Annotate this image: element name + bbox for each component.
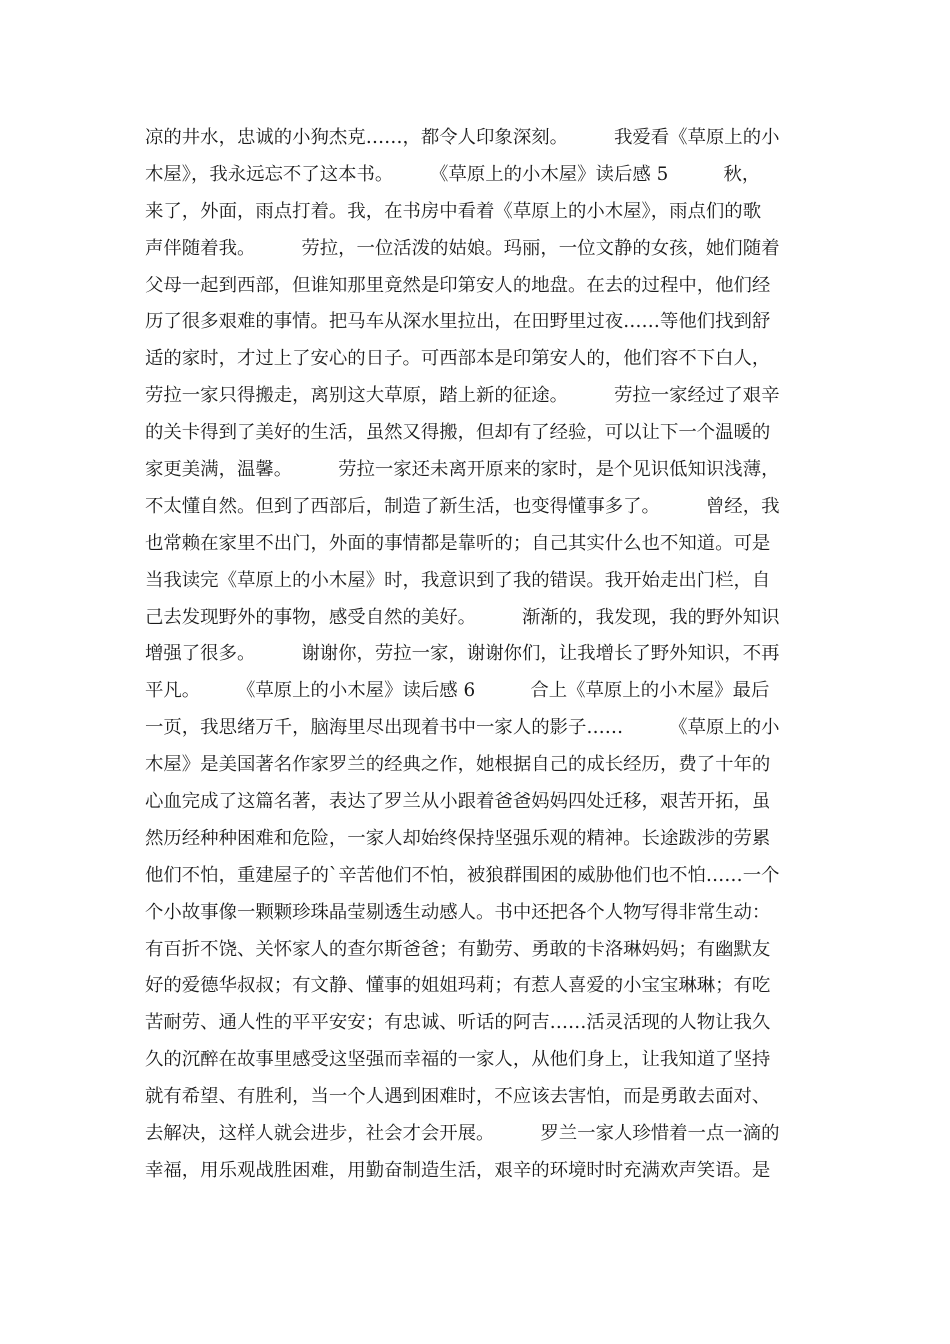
text-line: 幸福，用乐观战胜困难，用勤奋制造生活，艰辛的环境时时充满欢声笑语。是 (145, 1159, 771, 1181)
text-line: 家更美满，温馨。 劳拉一家还未离开原来的家时，是个见识低知识浅薄， (145, 459, 780, 481)
text-line: 凉的井水，忠诚的小狗杰克……，都令人印象深刻。 我爱看《草原上的小 (145, 127, 780, 148)
text-line: 平凡。 《草原上的小木屋》读后感 6 合上《草原上的小木屋》最后 (145, 680, 770, 702)
text-line: 来了，外面，雨点打着。我，在书房中看着《草原上的小木屋》，雨点们的歌 (145, 200, 762, 222)
text-line: 也常赖在家里不出门，外面的事情都是靠听的；自己其实什么也不知道。可是 (145, 532, 771, 554)
text-line: 历了很多艰难的事情。把马车从深水里拉出，在田野里过夜……等他们找到舒 (145, 311, 771, 333)
text-line: 去解决，这样人就会进步，社会才会开展。 罗兰一家人珍惜着一点一滴的 (145, 1123, 780, 1145)
text-line: 父母一起到西部，但谁知那里竟然是印第安人的地盘。在去的过程中，他们经 (145, 274, 771, 296)
text-line: 当我读完《草原上的小木屋》时，我意识到了我的错误。我开始走出门栏，自 (145, 569, 771, 591)
text-line: 他们不怕，重建屋子的`辛苦他们不怕，被狼群围困的威胁他们也不怕……一个 (145, 864, 780, 886)
text-line: 己去发现野外的事物，感受自然的美好。 渐渐的，我发现，我的野外知识 (145, 606, 780, 628)
text-line: 增强了很多。 谢谢你，劳拉一家，谢谢你们，让我增长了野外知识，不再 (145, 643, 780, 665)
text-line: 个小故事像一颗颗珍珠晶莹剔透生动感人。书中还把各个人物写得非常生动： (145, 901, 771, 923)
text-line: 心血完成了这篇名著，表达了罗兰从小跟着爸爸妈妈四处迁移，艰苦开拓，虽 (145, 791, 771, 813)
body-text (145, 120, 810, 1190)
text-line: 久的沉醉在故事里感受这坚强而幸福的一家人，从他们身上，让我知道了坚持 (145, 1049, 771, 1071)
text-line: 然历经种种困难和危险，一家人却始终保持坚强乐观的精神。长途跋涉的劳累 (145, 827, 771, 849)
text-line: 不太懂自然。但到了西部后，制造了新生活，也变得懂事多了。 曾经，我 (145, 495, 780, 517)
text-line: 好的爱德华叔叔；有文静、懂事的姐姐玛莉；有惹人喜爱的小宝宝琳琳；有吃 (145, 975, 771, 997)
text-line: 劳拉一家只得搬走，离别这大草原，踏上新的征途。 劳拉一家经过了艰辛 (145, 385, 780, 407)
text-line: 就有希望、有胜利，当一个人遇到困难时，不应该去害怕，而是勇敢去面对、 (145, 1086, 771, 1108)
text-line: 声伴随着我。 劳拉，一位活泼的姑娘。玛丽，一位文静的女孩，她们随着 (145, 237, 780, 259)
text-line: 有百折不饶、关怀家人的查尔斯爸爸；有勤劳、勇敢的卡洛琳妈妈；有幽默友 (145, 938, 771, 960)
text-line: 一页，我思绪万千，脑海里尽出现着书中一家人的影子…… 《草原上的小 (145, 717, 780, 739)
text-line: 木屋》是美国著名作家罗兰的经典之作，她根据自己的成长经历，费了十年的 (145, 754, 771, 776)
text-line: 适的家时，才过上了安心的日子。可西部本是印第安人的，他们容不下白人， (145, 348, 771, 370)
text-line: 木屋》，我永远忘不了这本书。 《草原上的小木屋》读后感 5 秋， (145, 163, 761, 185)
text-line: 的关卡得到了美好的生活，虽然又得搬，但却有了经验，可以让下一个温暖的 (145, 422, 771, 444)
text-line: 苦耐劳、通人性的平平安安；有忠诚、听话的阿吉……活灵活现的人物让我久 (145, 1012, 771, 1034)
